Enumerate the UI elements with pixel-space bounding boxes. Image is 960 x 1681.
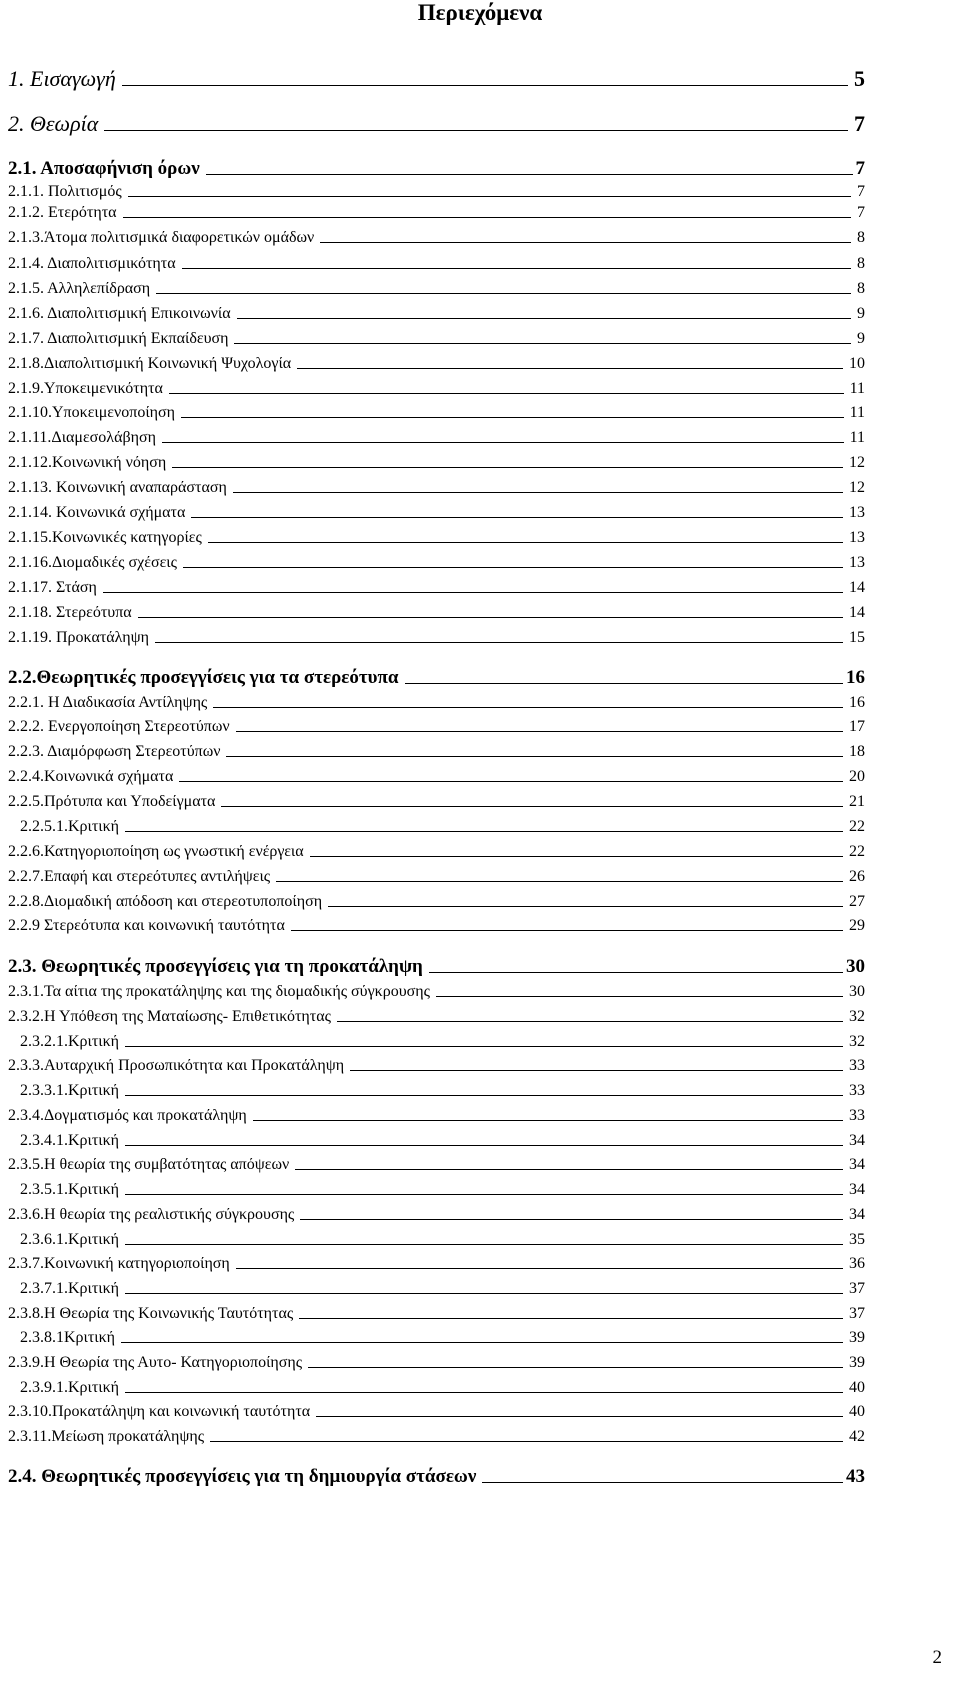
toc-entry-label: 2.1.9.Υποκειμενικότητα [8,380,163,397]
toc-entry-label: 2.2.Θεωρητικές προσεγγίσεις για τα στερεότυπα [8,667,399,688]
toc-entry-page: 30 [849,983,865,1000]
toc-entry-label: 2.3.9.Η Θεωρία της Αυτο- Κατηγοριοποίησης [8,1354,303,1371]
toc-entry-label: 2.1.1. Πολιτισμός [8,183,122,200]
toc-entry-page: 7 [857,183,865,200]
toc-entry-page: 22 [849,818,865,835]
toc-entry[interactable] [8,869,865,885]
toc-entry[interactable] [8,769,865,785]
toc-entry[interactable] [8,381,865,397]
toc-leader-line [169,393,844,394]
toc-leader-line [233,492,843,493]
toc-entry-page: 18 [849,743,865,760]
toc-leader-line [138,617,843,618]
toc-leader-line [291,930,843,931]
toc-entry-page: 16 [846,667,865,688]
toc-entry-label: 2.1.16.Διομαδικές σχέσεις [8,554,177,571]
toc-entry[interactable] [8,256,865,272]
toc-leader-line [156,293,851,294]
toc-entry-page: 7 [854,111,865,136]
toc-entry[interactable] [8,844,865,860]
toc-entry-page: 11 [849,429,865,446]
toc-entry-label: 2.1.5. Αλληλεπίδραση [8,280,151,297]
toc-entry[interactable] [8,1429,865,1445]
toc-entry[interactable] [8,555,865,571]
toc-leader-line [328,906,843,907]
toc-leader-line [125,831,843,832]
toc-leader-line [103,592,843,593]
toc-entry-label: 2.3.2.Η Υπόθεση της Ματαίωσης- Επιθετικότητας [8,1008,331,1025]
toc-entry[interactable] [8,794,865,810]
toc-leader-line [237,318,851,319]
toc-entry[interactable] [8,159,865,178]
toc-leader-line [181,417,844,418]
toc-entry-label: 2.2.5.1.Κριτική [20,818,120,835]
toc-entry-page: 9 [857,330,865,347]
toc-entry-page: 16 [849,694,865,711]
toc-leader-line [308,1367,843,1368]
toc-entry-page: 30 [846,956,865,977]
toc-leader-line [125,1293,843,1294]
toc-entry-page: 15 [849,629,865,646]
toc-entry[interactable] [8,580,865,596]
toc-entry[interactable] [20,819,865,835]
toc-entry-label: 2.3.3.1.Κριτική [20,1082,120,1099]
toc-leader-line [125,1392,843,1393]
toc-entry-page: 34 [849,1132,865,1149]
toc-leader-line [405,683,843,684]
toc-leader-line [155,642,843,643]
toc-leader-line [482,1482,843,1483]
toc-entry-page: 8 [857,229,865,246]
toc-leader-line [172,467,843,468]
toc-leader-line [191,517,843,518]
toc-entry[interactable] [8,744,865,760]
toc-entry-page: 22 [849,843,865,860]
toc-entry-label: 2.2.1. Η Διαδικασία Αντίληψης [8,694,208,711]
toc-leader-line [125,1145,843,1146]
toc-entry-page: 17 [849,718,865,735]
toc-entry[interactable] [20,1083,865,1099]
toc-entry[interactable] [8,68,865,90]
toc-entry[interactable] [8,306,865,322]
toc-entry[interactable] [8,356,865,372]
toc-entry[interactable] [8,894,865,910]
toc-entry[interactable] [8,695,865,711]
toc-entry[interactable] [8,405,865,421]
toc-entry[interactable] [8,668,865,687]
toc-entry[interactable] [8,719,865,735]
toc-leader-line [350,1070,843,1071]
toc-entry-label: 2.1.17. Στάση [8,579,97,596]
toc-leader-line [104,130,848,131]
toc-entry-page: 27 [849,893,865,910]
toc-entry[interactable] [8,1207,865,1223]
toc-entry-page: 42 [849,1428,865,1445]
toc-leader-line [121,1342,843,1343]
toc-entry[interactable] [8,1467,865,1486]
toc-entry-label: 2.3.8.1Κριτική [20,1329,116,1346]
toc-leader-line [210,1441,843,1442]
toc-entry-label: 2.3.4.Δογματισμός και προκατάληψη [8,1107,247,1124]
toc-entry[interactable] [8,281,865,297]
toc-entry[interactable] [8,630,865,646]
toc-entry[interactable] [8,605,865,621]
toc-entry-page: 33 [849,1082,865,1099]
toc-entry-page: 12 [849,479,865,496]
toc-title: Περιεχόμενα [417,0,543,25]
toc-entry-page: 34 [849,1206,865,1223]
toc-leader-line [310,856,843,857]
toc-entry-page: 34 [849,1181,865,1198]
toc-entry-page: 7 [855,158,865,179]
toc-entry-label: 2. Θεωρία [8,111,99,136]
toc-entry-page: 14 [849,604,865,621]
toc-entry-label: 2.1.3.Άτομα πολιτισμικά διαφορετικών ομάδων [8,229,315,246]
toc-entry-page: 8 [857,255,865,272]
toc-entry[interactable] [20,1281,865,1297]
toc-entry-page: 5 [854,66,865,91]
toc-entry-page: 35 [849,1231,865,1248]
toc-entry-page: 40 [849,1379,865,1396]
toc-entry-label: 2.3.11.Μείωση προκατάληψης [8,1428,205,1445]
page-number: 2 [932,1647,942,1668]
toc-entry-label: 2.1.15.Κοινωνικές κατηγορίες [8,529,202,546]
toc-entry-page: 32 [849,1008,865,1025]
toc-entry-label: 2.3.5.Η θεωρία της συμβατότητας απόψεων [8,1156,290,1173]
toc-leader-line [226,756,843,757]
toc-entry-page: 14 [849,579,865,596]
toc-entry[interactable] [8,205,865,221]
toc-entry[interactable] [8,184,865,200]
toc-entry-label: 2.3.3.Αυταρχική Προσωπικότητα και Προκατάληψη [8,1057,345,1074]
toc-entry-page: 10 [849,355,865,372]
toc-leader-line [297,368,843,369]
toc-entry[interactable] [20,1380,865,1396]
toc-entry-page: 20 [849,768,865,785]
toc-entry[interactable] [8,113,865,135]
toc-entry-page: 29 [849,917,865,934]
toc-entry-label: 2.1.7. Διαπολιτισμική Εκπαίδευση [8,330,229,347]
toc-entry[interactable] [20,1133,865,1149]
toc-leader-line [125,1194,843,1195]
toc-entry[interactable] [8,1306,865,1322]
toc-entry-label: 2.1.12.Κοινωνική νόηση [8,454,167,471]
toc-entry-page: 37 [849,1280,865,1297]
toc-entry-label: 1. Εισαγωγή [8,66,116,91]
toc-entry[interactable] [8,984,865,1000]
toc-leader-line [436,996,843,997]
toc-entry[interactable] [8,331,865,347]
toc-entry-label: 2.3.10.Προκατάληψη και κοινωνική ταυτότητα [8,1403,311,1420]
toc-entry-label: 2.3.6.Η θεωρία της ρεαλιστικής σύγκρουσης [8,1206,295,1223]
toc-entry-label: 2.3.5.1.Κριτική [20,1181,120,1198]
toc-entry-label: 2.1.2. Ετερότητα [8,204,117,221]
toc-entry-page: 13 [849,554,865,571]
toc-leader-line [162,442,844,443]
toc-entry-label: 2.4. Θεωρητικές προσεγγίσεις για τη δημιουργία στάσεων [8,1466,477,1487]
toc-leader-line [236,1268,843,1269]
toc-leader-line [206,174,853,175]
toc-entry-label: 2.3. Θεωρητικές προσεγγίσεις για τη προκατάληψη [8,956,423,977]
toc-leader-line [236,731,843,732]
toc-entry[interactable] [8,957,865,976]
toc-entry-label: 2.1.8.Διαπολιτισμική Κοινωνική Ψυχολογία [8,355,292,372]
toc-entry-page: 9 [857,305,865,322]
toc-entry[interactable] [20,1330,865,1346]
toc-entry[interactable] [8,530,865,546]
toc-entry[interactable] [8,1404,865,1420]
toc-entry-label: 2.3.7.Κοινωνική κατηγοριοποίηση [8,1255,230,1272]
toc-entry[interactable] [20,1034,865,1050]
toc-entry-label: 2.1.11.Διαμεσολάβηση [8,429,156,446]
toc-entry-page: 8 [857,280,865,297]
toc-entry[interactable] [8,480,865,496]
toc-entry-label: 2.2.2. Ενεργοποίηση Στερεοτύπων [8,718,230,735]
toc-entry-label: 2.2.6.Κατηγοριοποίηση ως γνωστική ενέργεια [8,843,304,860]
toc-entry-page: 7 [857,204,865,221]
toc-entry-label: 2.1.14. Κοινωνικά σχήματα [8,504,186,521]
toc-entry[interactable] [8,918,865,934]
toc-entry[interactable] [20,1182,865,1198]
toc-leader-line [234,343,851,344]
toc-leader-line [182,268,851,269]
toc-leader-line [122,85,848,86]
toc-leader-line [213,707,843,708]
toc-leader-line [125,1095,843,1096]
toc-entry-label: 2.3.7.1.Κριτική [20,1280,120,1297]
toc-entry[interactable] [8,1157,865,1173]
toc-entry-label: 2.2.9 Στερεότυπα και κοινωνική ταυτότητα [8,917,285,934]
toc-entry-page: 33 [849,1107,865,1124]
toc-entry[interactable] [8,230,865,246]
toc-entry-label: 2.1.6. Διαπολιτισμική Επικοινωνία [8,305,231,322]
toc-leader-line [128,196,851,197]
toc-leader-line [253,1120,843,1121]
toc-entry-label: 2.3.4.1.Κριτική [20,1132,120,1149]
toc-entry[interactable] [8,1108,865,1124]
toc-entry-page: 21 [849,793,865,810]
toc-entry-page: 37 [849,1305,865,1322]
toc-leader-line [299,1318,843,1319]
toc-entry[interactable] [8,1058,865,1074]
toc-entry-page: 26 [849,868,865,885]
toc-leader-line [125,1046,843,1047]
toc-entry[interactable] [8,1355,865,1371]
toc-entry-label: 2.1.18. Στερεότυπα [8,604,132,621]
toc-leader-line [316,1416,843,1417]
toc-leader-line [276,881,843,882]
toc-entry-page: 13 [849,504,865,521]
toc-entry-page: 32 [849,1033,865,1050]
toc-entry-label: 2.3.6.1.Κριτική [20,1231,120,1248]
toc-entry-page: 39 [849,1329,865,1346]
toc-leader-line [320,242,851,243]
toc-entry[interactable] [20,1232,865,1248]
toc-entry-label: 2.3.8.Η Θεωρία της Κοινωνικής Ταυτότητας [8,1305,294,1322]
toc-entry-label: 2.2.8.Διομαδική απόδοση και στερεοτυποποίηση [8,893,323,910]
toc-leader-line [337,1021,843,1022]
toc-entry-page: 33 [849,1057,865,1074]
toc-entry-page: 39 [849,1354,865,1371]
toc-entry-label: 2.2.7.Επαφή και στερεότυπες αντιλήψεις [8,868,271,885]
toc-entry-label: 2.2.5.Πρότυπα και Υποδείγματα [8,793,216,810]
toc-entry-page: 13 [849,529,865,546]
toc-entry-page: 11 [849,380,865,397]
toc-entry-label: 2.1.13. Κοινωνική αναπαράσταση [8,479,227,496]
toc-entry[interactable] [8,1256,865,1272]
toc-leader-line [123,217,851,218]
toc-leader-line [208,542,843,543]
toc-entry-page: 43 [846,1466,865,1487]
toc-leader-line [125,1244,843,1245]
toc-leader-line [295,1169,843,1170]
toc-entry[interactable] [8,455,865,471]
toc-entry-page: 34 [849,1156,865,1173]
toc-entry-page: 36 [849,1255,865,1272]
toc-entry-label: 2.1. Αποσαφήνιση όρων [8,158,200,179]
toc-leader-line [183,567,843,568]
toc-entry-label: 2.2.4.Κοινωνικά σχήματα [8,768,174,785]
toc-entry-label: 2.1.10.Υποκειμενοποίηση [8,404,175,421]
toc-leader-line [429,972,843,973]
toc-leader-line [221,806,843,807]
toc-entry-label: 2.1.4. Διαπολιτισμικότητα [8,255,176,272]
toc-entry-label: 2.3.9.1.Κριτική [20,1379,120,1396]
toc-entry[interactable] [8,1009,865,1025]
toc-entry-page: 11 [849,404,865,421]
toc-entry-page: 40 [849,1403,865,1420]
toc-entry[interactable] [8,505,865,521]
toc-leader-line [300,1219,843,1220]
toc-entry-label: 2.2.3. Διαμόρφωση Στερεοτύπων [8,743,221,760]
toc-entry-page: 12 [849,454,865,471]
toc-leader-line [179,781,843,782]
toc-entry-label: 2.3.1.Τα αίτια της προκατάληψης και της διομαδικής σύγκρουσης [8,983,430,1000]
toc-entry[interactable] [8,430,865,446]
toc-entry-label: 2.3.2.1.Κριτική [20,1033,120,1050]
toc-entry-label: 2.1.19. Προκατάληψη [8,629,150,646]
